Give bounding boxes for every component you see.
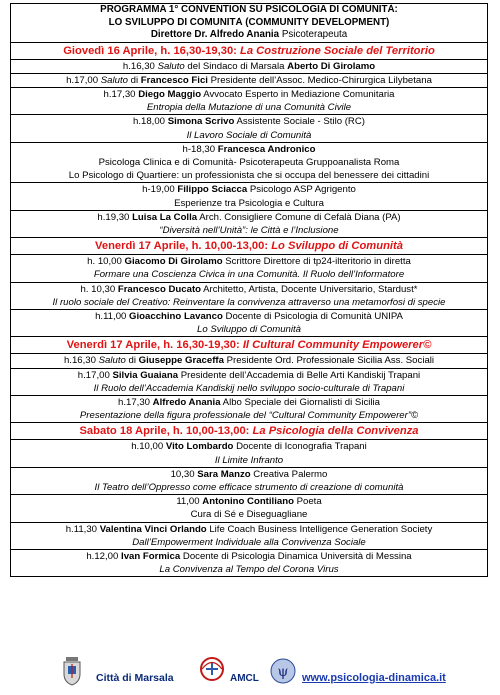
event-speaker-line: [11, 143, 487, 156]
talk-title: Il Limite Infranto: [214, 454, 284, 466]
event-row: [11, 255, 487, 282]
event-text: Poeta: [293, 496, 322, 508]
day-title: [11, 238, 487, 254]
talk-title: “Diversità nell’Unità”: le Città e l’Inclusione: [159, 224, 339, 236]
event-row: [11, 396, 487, 423]
day-header: [11, 423, 487, 440]
city-label: Città di Marsala: [96, 672, 174, 684]
event-text: di: [127, 74, 141, 86]
program-subtitle: LO SVILUPPO DI COMUNITÀ (COMMUNITY DEVELOPMENT): [108, 16, 390, 28]
event-row: [11, 60, 487, 74]
event-speaker-line: [11, 354, 487, 367]
event-speaker-line: [11, 60, 487, 73]
event-row: [11, 550, 487, 576]
event-text: h.16,30: [122, 60, 158, 72]
talk-title: Saluto: [100, 74, 128, 86]
day-date: Giovedì 16 Aprile, h. 16,30-19,30:: [63, 44, 241, 57]
event-text: Presidente dell’Accademia di Belle Arti Kandiskij Trapani: [178, 369, 421, 381]
speaker-name: Ivan Formica: [121, 551, 181, 562]
talk-title: La Convivenza al Tempo del Corona Virus: [159, 564, 339, 576]
talk-title: Entropia della Mutazione di una Comunità Civile: [146, 102, 352, 114]
program-table: [10, 3, 488, 577]
event-text: h.17,30: [103, 88, 139, 100]
day-theme: La Psicologia della Convivenza: [252, 425, 419, 438]
event-speaker-line: [11, 183, 487, 196]
event-speaker-line: [11, 283, 487, 296]
event-text: h.11,00: [95, 310, 130, 322]
event-speaker-line: [11, 468, 487, 481]
event-text: del Sindaco di Marsala: [184, 60, 288, 72]
speaker-name: Alfredo Anania: [152, 396, 221, 408]
event-text: Architetto, Artista, Docente Universitario, Stardust*: [201, 283, 418, 295]
event-text: Albo Speciale dei Giornalisti di Sicilia: [220, 396, 380, 408]
event-detail-line: [11, 197, 487, 210]
talk-title: Il ruolo sociale del Creativo: Reinventare la convivenza attraverso una metamorfosi di specie: [52, 296, 446, 308]
event-text: h.17,00: [77, 369, 113, 381]
event-speaker-line: [11, 115, 487, 128]
event-text: h.12,00: [86, 551, 122, 562]
event-speaker-line: [11, 369, 487, 382]
event-speaker-line: [11, 550, 487, 563]
event-text: Lo Psicologo di Quartiere: un professionista che si occupa del benessere dei cittadini: [68, 170, 430, 182]
event-text: Assistente Sociale - Stilo (RC): [234, 116, 365, 128]
talk-title: Dall’Empowerment Individuale alla Convivenza Sociale: [132, 536, 366, 548]
event-text: 10,30: [170, 468, 198, 480]
speaker-name: Francesca Andronico: [217, 143, 316, 155]
event-text: Scrittore Direttore di tp24-ilteritorio in diretta: [222, 256, 411, 268]
event-row: [11, 74, 487, 88]
event-text: h.11,30: [65, 523, 100, 535]
event-row: [11, 369, 487, 396]
event-text: h.10,00: [131, 441, 166, 453]
event-text: Docente di Iconografia Trapani: [233, 441, 367, 453]
speaker-name: Filippo Sciacca: [177, 184, 248, 196]
event-text: Psicologo ASP Agrigento: [247, 184, 356, 196]
event-text: h.19,30: [97, 211, 133, 223]
event-speaker-line: [11, 495, 487, 508]
day-date: Sabato 18 Aprile, h. 10,00-13,00:: [79, 425, 253, 438]
talk-title: Il Ruolo dell’Accademia Kandiskij nello sviluppo socio-culturale di Trapani: [93, 382, 405, 394]
amcl-logo-icon: [197, 656, 227, 682]
event-speaker-line: [11, 255, 487, 268]
event-detail-line: [11, 563, 487, 576]
event-detail-line: [11, 156, 487, 169]
talk-title: Il Teatro dell’Oppresso come efficace strumento di creazione di comunità: [94, 481, 404, 493]
speaker-name: Silvia Guaiana: [112, 369, 179, 381]
event-speaker-line: [11, 74, 487, 87]
event-text: Creativa Palermo: [250, 468, 328, 480]
event-text: Psicologa Clinica e di Comunità- Psicoterapeuta Gruppoanalista Roma: [98, 156, 400, 168]
day-theme: La Costruzione Sociale del Territorio: [240, 44, 435, 57]
event-text: Presidente dell’Assoc. Medico-Chirurgica Lilybetana: [207, 74, 432, 86]
day-date: Venerdì 17 Aprile, h. 10,00-13,00:: [95, 240, 272, 253]
day-theme: Il Cultural Community Empowerer©: [242, 339, 432, 352]
event-text: Cura di Sé e Diseguagliane: [190, 509, 308, 521]
event-text: h. 10,00: [87, 256, 125, 268]
talk-title: Il Lavoro Sociale di Comunità: [186, 129, 312, 141]
event-text: Arch. Consigliere Comune di Cefalà Diana (PA): [197, 211, 401, 223]
city-crest-icon: [62, 656, 82, 686]
speaker-name: Simona Scrivo: [167, 116, 235, 128]
event-detail-line: [11, 129, 487, 142]
event-detail-line: [11, 536, 487, 549]
event-detail-line: [11, 409, 487, 422]
event-text: di: [125, 355, 139, 367]
day-header: [11, 43, 487, 60]
speaker-name: Vito Lombardo: [165, 441, 234, 453]
day-title: [11, 423, 487, 439]
talk-title: Saluto: [157, 60, 185, 72]
event-text: Docente di Psicologia Dinamica Università di Messina: [180, 551, 412, 562]
event-speaker-line: [11, 211, 487, 224]
event-text: h.17,30: [117, 396, 153, 408]
event-text: h.18,00: [133, 116, 168, 128]
program-director: Direttore Dr. Alfredo Anania Psicoterapeuta: [150, 29, 348, 40]
event-text: Avvocato Esperto in Mediazione Comunitaria: [201, 88, 395, 100]
speaker-name: Diego Maggio: [138, 88, 202, 100]
program-header: [11, 4, 487, 43]
event-row: [11, 283, 487, 310]
speaker-name: Sara Manzo: [197, 468, 251, 480]
event-row: [11, 440, 487, 467]
event-detail-line: [11, 224, 487, 237]
event-row: [11, 211, 487, 238]
day-date: Venerdì 17 Aprile, h. 16,30-19,30:: [66, 339, 243, 352]
event-speaker-line: [11, 396, 487, 409]
event-text: h. 10,30: [80, 283, 118, 295]
day-header: [11, 238, 487, 255]
program-title: PROGRAMMA 1° CONVENTION SU PSICOLOGIA DI COMUNITÀ:: [100, 4, 398, 15]
speaker-name: Luisa La Colla: [132, 211, 198, 223]
event-row: [11, 115, 487, 142]
event-text: Docente di Psicologia di Comunità UNIPA: [222, 310, 403, 322]
event-text: 11,00: [176, 496, 203, 508]
event-row: [11, 310, 487, 337]
day-header: [11, 337, 487, 354]
event-text: h-18,30: [182, 143, 218, 155]
event-detail-line: [11, 169, 487, 182]
talk-title: Presentazione della figura professionale del “Cultural Community Empowerer”©: [79, 410, 419, 422]
amcl-label: AMCL: [230, 673, 259, 684]
speaker-name: Francesco Ducato: [117, 283, 202, 295]
website-link[interactable]: www.psicologia-dinamica.it: [302, 672, 446, 684]
event-row: [11, 143, 487, 184]
event-row: [11, 183, 487, 210]
talk-title: Lo Sviluppo di Comunità: [197, 324, 301, 336]
event-detail-line: [11, 296, 487, 309]
event-detail-line: [11, 382, 487, 395]
event-row: [11, 468, 487, 495]
talk-title: Formare una Coscienza Civica in una Comunità. Il Ruolo dell’Informatore: [93, 269, 405, 281]
svg-text:ψ: ψ: [277, 664, 289, 680]
day-title: [11, 43, 487, 59]
event-row: [11, 88, 487, 115]
event-row: [11, 495, 487, 522]
speaker-name: Gioacchino Lavanco: [129, 310, 223, 322]
footer: [0, 648, 500, 695]
psychology-logo-icon: [270, 658, 296, 684]
event-text: Esperienze tra Psicologia e Cultura: [174, 197, 324, 209]
event-detail-line: [11, 454, 487, 467]
speaker-name: Antonino Contiliano: [202, 496, 294, 508]
event-row: [11, 523, 487, 550]
event-detail-line: [11, 101, 487, 114]
event-text: h.16,30: [63, 355, 99, 367]
event-text: h.17,00: [66, 74, 101, 86]
event-speaker-line: [11, 523, 487, 536]
event-detail-line: [11, 323, 487, 336]
event-speaker-line: [11, 310, 487, 323]
event-detail-line: [11, 508, 487, 521]
event-text: Life Coach Business Intelligence Generation Society: [206, 523, 433, 535]
event-speaker-line: [11, 440, 487, 453]
event-detail-line: [11, 481, 487, 494]
speaker-name: Aberto Di Girolamo: [287, 60, 376, 72]
talk-title: Saluto: [98, 355, 126, 367]
event-text: Presidente Ord. Professionale Sicilia Ass. Sociali: [223, 355, 435, 367]
event-detail-line: [11, 268, 487, 281]
day-title: [11, 337, 487, 353]
speaker-name: Giacomo Di Girolamo: [124, 256, 223, 268]
event-row: [11, 354, 487, 368]
event-speaker-line: [11, 88, 487, 101]
speaker-name: Francesco Fici: [140, 74, 208, 86]
event-text: h-19,00: [142, 184, 178, 196]
speaker-name: Valentina Vinci Orlando: [99, 523, 207, 535]
speaker-name: Giuseppe Graceffa: [138, 355, 224, 367]
day-theme: Lo Sviluppo di Comunità: [271, 240, 403, 253]
